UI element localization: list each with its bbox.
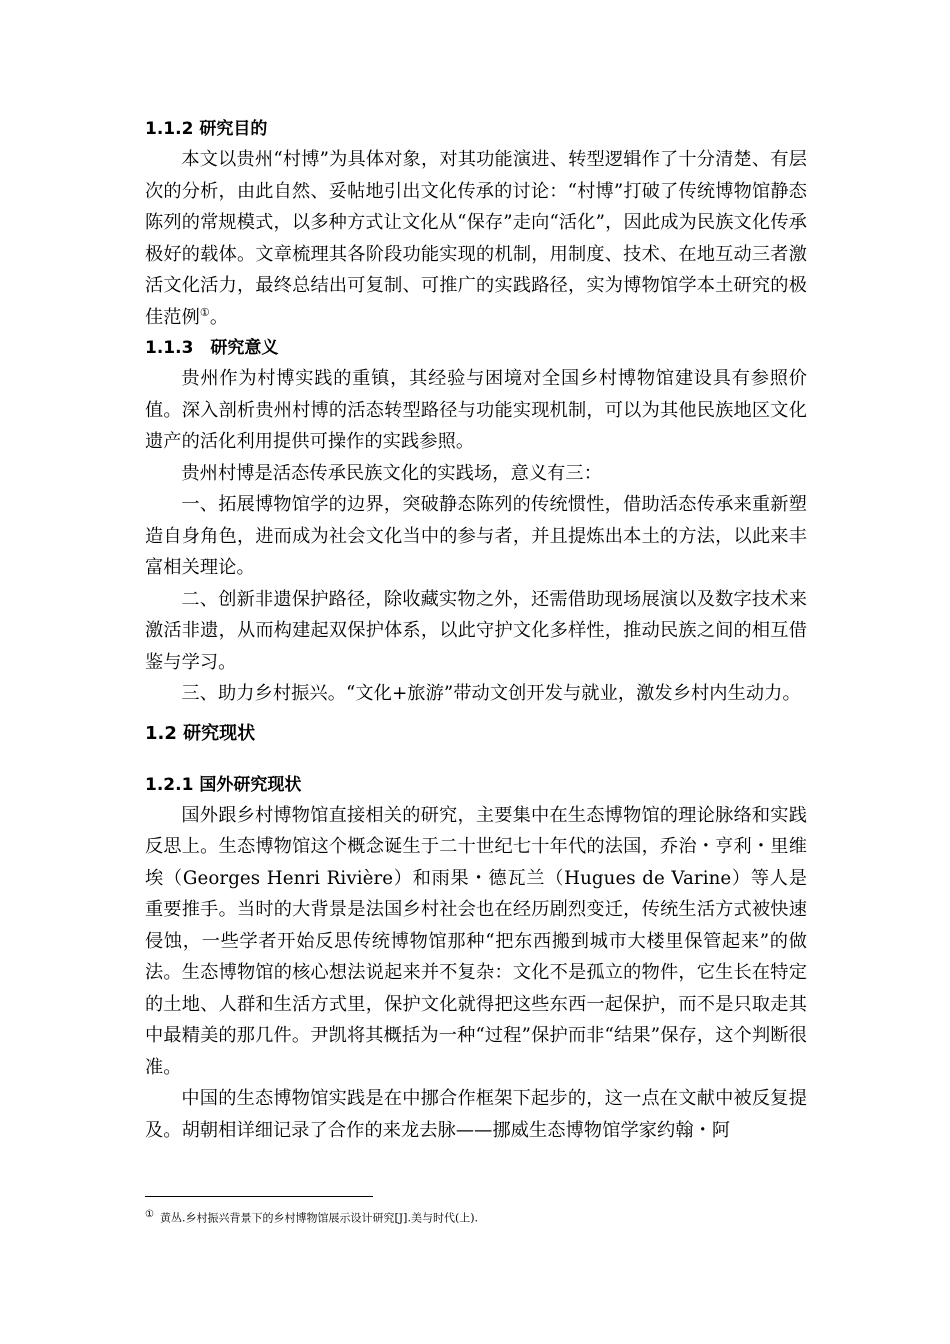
footnote-reference[interactable]: ① bbox=[199, 305, 210, 319]
main-content bbox=[145, 114, 807, 1146]
paragraph-significance-3: 三、助力乡村振兴。“文化+旅游”带动文创开发与就业，激发乡村内生动力。 bbox=[181, 683, 801, 704]
heading-1-1-3: 1.1.3 研究意义 bbox=[145, 338, 279, 358]
footnote-divider bbox=[145, 1196, 373, 1197]
footnote-mark: ① bbox=[145, 1209, 154, 1220]
paragraph-china-ecomuseum: 中国的生态博物馆实践是在中挪合作框架下起步的，这一点在文献中被反复提及。胡朝相详细记录了合作的来龙去脉——挪威生态博物馆学家约翰・阿 bbox=[145, 1088, 807, 1141]
paragraph-end: 。 bbox=[209, 306, 229, 328]
footnote bbox=[145, 1207, 807, 1227]
heading-1-2-1: 1.2.1 国外研究现状 bbox=[145, 774, 302, 795]
paragraph-text: 本文以贵州“村博”为具体对象，对其功能演进、转型逻辑作了十分清楚、有层次的分析，由此自然、妥帖地引出文化传承的讨论：“村博”打破了传统博物馆静态陈列的常规模式，以多种方式让文化从“保存”走向“活化”，因此成为民族文化传承极好的载体。文章梳理其各阶段功能实现的机制，用制度、技术、在地互动三者激活文化活力，最终总结出可复制、可推广的实践路径，实为博物馆学本土研究的极佳范例 bbox=[145, 149, 807, 328]
paragraph-research-purpose bbox=[145, 144, 807, 333]
spacer bbox=[145, 710, 807, 718]
paragraph-foreign-research: 国外跟乡村博物馆直接相关的研究，主要集中在生态博物馆的理论脉络和实践反思上。生态博物馆这个概念诞生于二十世纪七十年代的法国，乔治・亨利・里维埃（Georges Henri Rivière）和雨果・德瓦兰（Hugues de Varine）等人是重要推手。当时的大背景是法国乡村社会也在经历剧烈变迁，传统生活方式被快速侵蚀，一些学者开始反思传统博物馆那种“把东西搬到城市大楼里保管起来”的做法。生态博物馆的核心想法说起来并不复杂：文化不是孤立的物件，它生长在特定的土地、人群和生活方式里，保护文化就得把这些东西一起保护，而不是只取走其中最精美的那几件。尹凯将其概括为一种“过程”保护而非“结果”保存，这个判断很准。 bbox=[145, 804, 807, 1078]
footnote-text: 黄丛.乡村振兴背景下的乡村博物馆展示设计研究[J].美与时代(上). bbox=[159, 1211, 479, 1225]
spacer bbox=[145, 750, 807, 770]
heading-1-2: 1.2 研究现状 bbox=[145, 722, 256, 744]
paragraph-significance-intro: 贵州作为村博实践的重镇，其经验与困境对全国乡村博物馆建设具有参照价值。深入剖析贵州村博的活态转型路径与功能实现机制，可以为其他民族地区文化遗产的活化利用提供可操作的实践参照。 bbox=[145, 368, 807, 452]
paragraph-significance-1: 一、拓展博物馆学的边界，突破静态陈列的传统惯性，借助活态传承来重新塑造自身角色，进而成为社会文化当中的参与者，并且提炼出本土的方法，以此来丰富相关理论。 bbox=[145, 494, 807, 578]
heading-1-1-2: 1.1.2 研究目的 bbox=[145, 119, 268, 139]
paragraph-significance-2: 二、创新非遗保护路径，除收藏实物之外，还需借助现场展演以及数字技术来激活非遗，从而构建起双保护体系，以此守护文化多样性，推动民族之间的相互借鉴与学习。 bbox=[145, 588, 807, 673]
paragraph-significance-three: 贵州村博是活态传承民族文化的实践场，意义有三： bbox=[181, 462, 603, 484]
